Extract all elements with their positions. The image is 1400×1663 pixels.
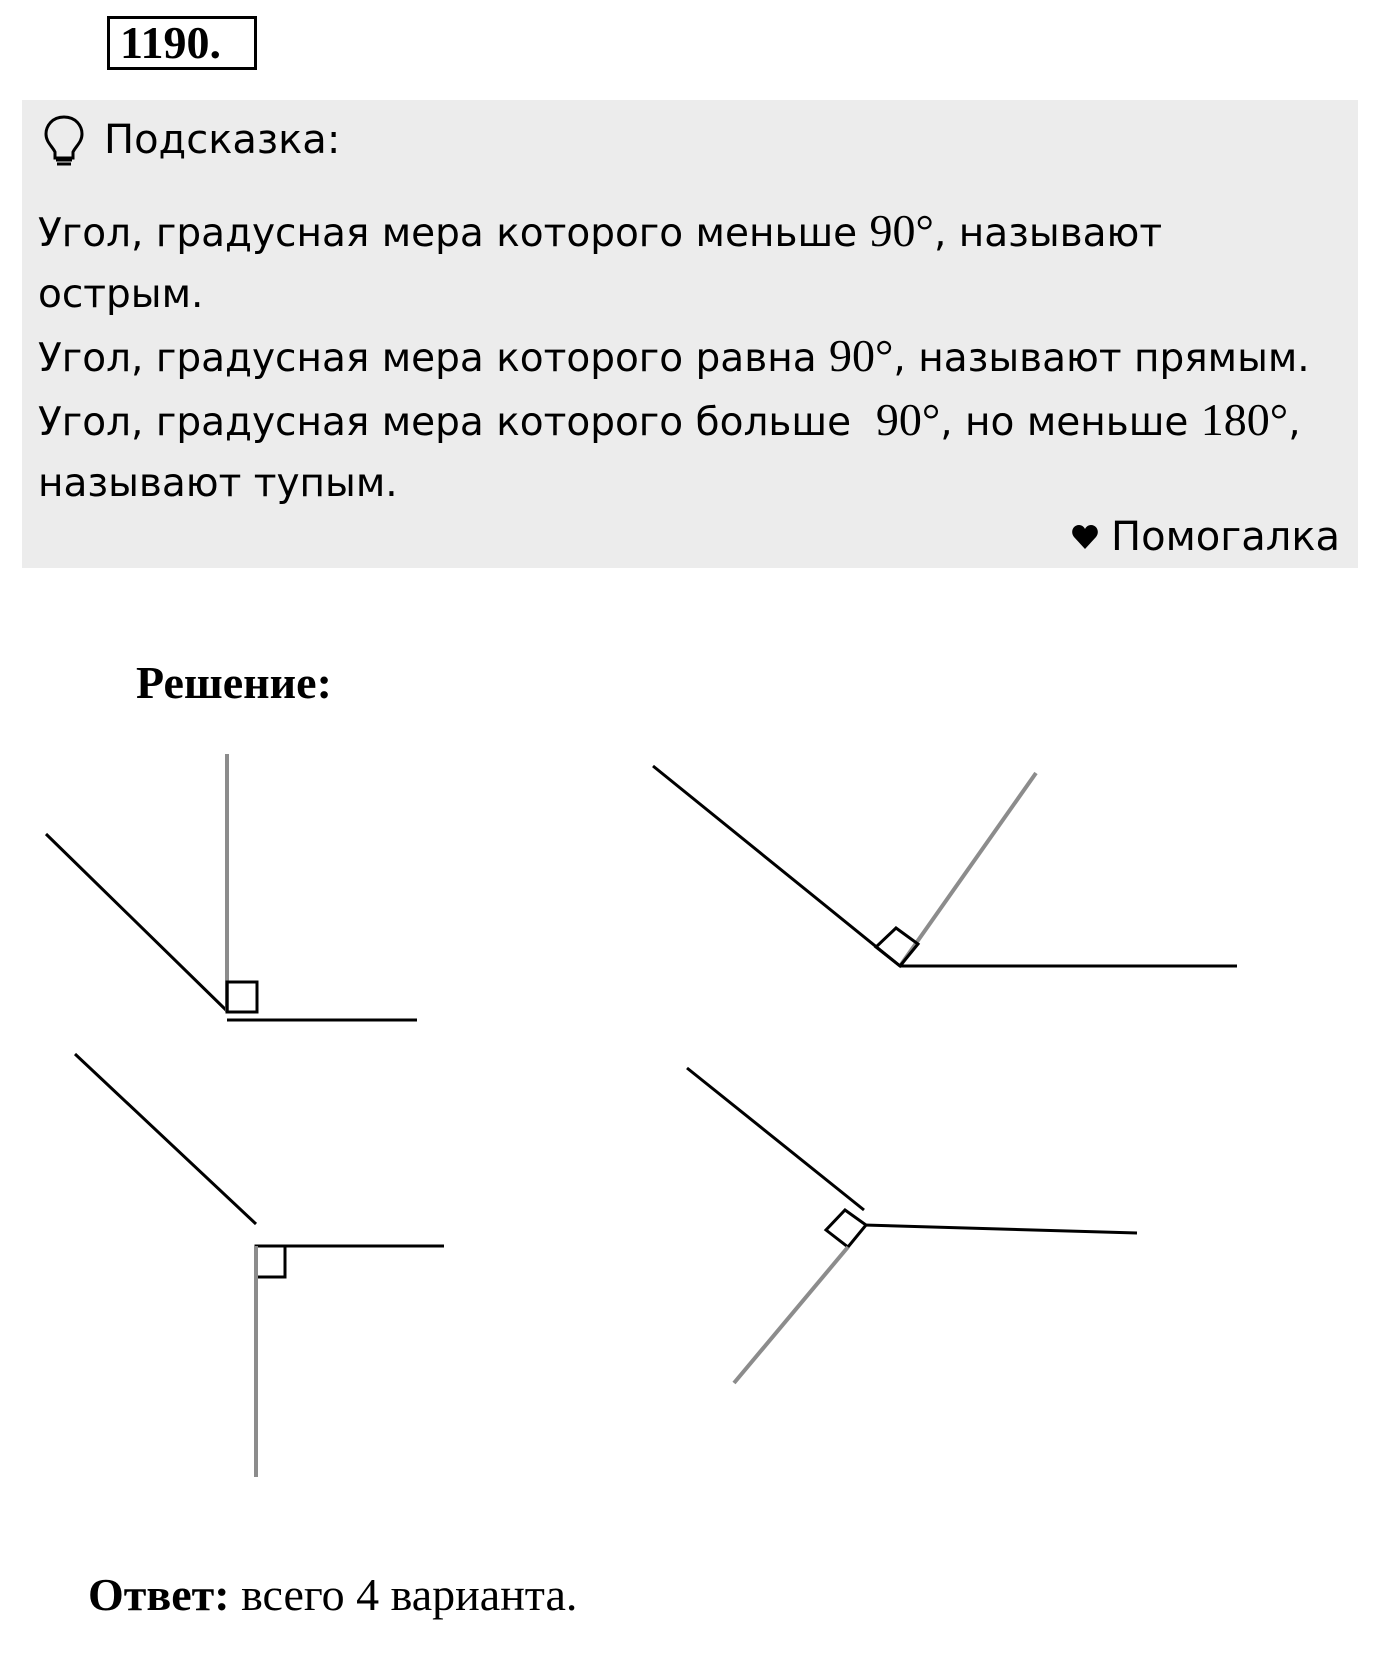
right-angle-marker <box>826 1210 866 1247</box>
hint-line: Угол, градусная мера которого меньше 90°, называют <box>38 205 1163 256</box>
ray-black <box>864 1225 1137 1233</box>
hint-line: Угол, градусная мера которого равна 90°, называют прямым. <box>38 330 1310 381</box>
ray-gray <box>900 773 1036 966</box>
solution-title: Решение: <box>136 657 332 708</box>
ray-black <box>46 834 227 1011</box>
ray-black <box>653 766 900 966</box>
figure-2 <box>653 766 1237 966</box>
hint-line: называют тупым. <box>38 461 398 506</box>
answer-text: всего 4 варианта. <box>229 1569 578 1620</box>
brand-label: Помогалка <box>1111 514 1340 560</box>
hint-line: острым. <box>38 272 204 317</box>
right-angle-marker <box>256 1246 285 1277</box>
figure-3 <box>75 1054 444 1477</box>
ray-black <box>75 1054 256 1224</box>
right-angle-marker <box>227 982 257 1012</box>
ray-gray <box>734 1247 848 1383</box>
problem-number: 1190. <box>107 16 257 70</box>
ray-black <box>687 1068 864 1210</box>
answer <box>88 1568 577 1621</box>
hint-title: Подсказка: <box>104 117 341 163</box>
figure-4 <box>687 1068 1137 1383</box>
hint-line: Угол, градусная мера которого больше 90°, но меньше 180°, <box>38 394 1301 445</box>
answer-label: Ответ: <box>88 1569 230 1620</box>
figure-1 <box>46 754 417 1020</box>
